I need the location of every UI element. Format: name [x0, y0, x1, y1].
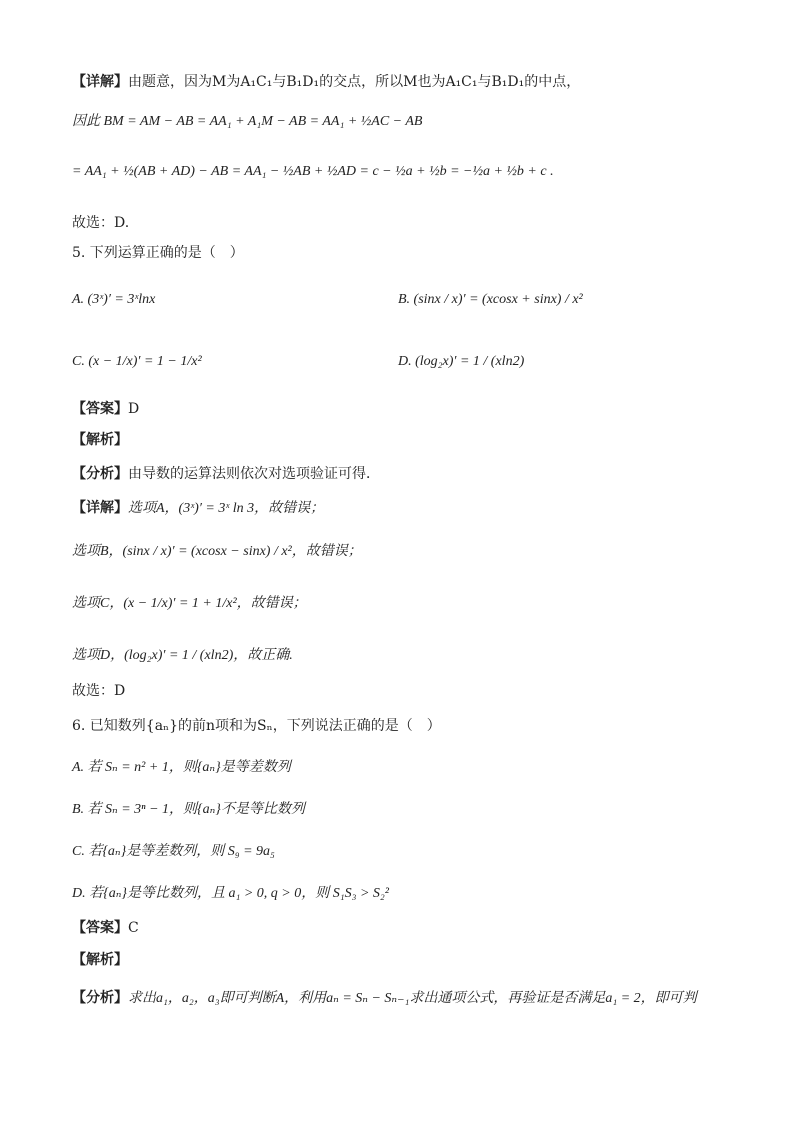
q5-detail-b: 选项B，(sinx / x)′ = (xcosx − sinx) / x²，故错误；: [72, 544, 362, 559]
detail-text: 由题意，因为M为A₁C₁与B₁D₁的交点，所以M也为A₁C₁与B₁D₁的中点，: [128, 74, 581, 90]
q5-final: 故选：D: [72, 683, 126, 699]
q6-analysis-tag: 【解析】: [72, 952, 128, 968]
q5-option-c: C. (x − 1/x)′ = 1 − 1/x²: [72, 354, 202, 369]
q5-answer: [72, 399, 139, 419]
q6-option-d: D. 若{aₙ}是等比数列，且 a₁ > 0, q > 0，则 S₁S₃ > S₂²: [72, 886, 389, 901]
answer-tag: 【答案】: [72, 920, 128, 936]
fenxi-text: 求出a₁，a₂，a₃即可判断A，利用aₙ = Sₙ − Sₙ₋₁求出通项公式，再验证是否满足a₁ = 2，即可判: [128, 991, 697, 1006]
q6-fenxi: [72, 988, 697, 1009]
q5-analysis-tag: 【解析】: [72, 432, 128, 448]
answer-tag: 【答案】: [72, 401, 128, 417]
equation-line-2: = AA₁ + ½(AB + AD) − AB = AA₁ − ½AB + ½AD = c − ½a + ½b = −½a + ½b + c .: [72, 164, 554, 179]
q5-option-a: A. (3ˣ)′ = 3ˣlnx: [72, 292, 156, 307]
detail-line-1: [72, 72, 580, 92]
answer-q4: 故选：D.: [72, 215, 130, 231]
q5-detail-c: 选项C，(x − 1/x)′ = 1 + 1/x²，故错误；: [72, 596, 307, 611]
fenxi-tag: 【分析】: [72, 990, 128, 1006]
q6-option-a: A. 若 Sₙ = n² + 1，则{aₙ}是等差数列: [72, 760, 291, 775]
equation-line-1: 因此 BM = AM − AB = AA₁ + A₁M − AB = AA₁ + ½AC − AB: [72, 114, 423, 129]
answer-value: C: [128, 920, 139, 936]
q5-option-b: B. (sinx / x)′ = (xcosx + sinx) / x²: [398, 292, 583, 307]
q6-answer: [72, 918, 139, 938]
q5-detail-d: 选项D，(log₂x)′ = 1 / (xln2)，故正确.: [72, 648, 293, 663]
detail-a-text: 选项A，(3ˣ)′ = 3ˣ ln 3，故错误；: [128, 501, 325, 516]
answer-value: D: [128, 401, 140, 417]
q6-stem: 6. 已知数列{aₙ}的前n项和为Sₙ，下列说法正确的是（ ）: [72, 718, 441, 734]
fenxi-text: 由导数的运算法则依次对选项验证可得．: [128, 466, 380, 482]
q6-option-c: C. 若{aₙ}是等差数列，则 S₉ = 9a₅: [72, 844, 275, 859]
detail-tag: 【详解】: [72, 500, 128, 516]
q5-option-d: D. (log₂x)′ = 1 / (xln2): [398, 354, 525, 369]
q5-stem: 5. 下列运算正确的是（ ）: [72, 245, 244, 261]
q5-fenxi: [72, 464, 380, 484]
detail-tag: 【详解】: [72, 74, 128, 90]
q6-option-b: B. 若 Sₙ = 3ⁿ − 1，则{aₙ}不是等比数列: [72, 802, 305, 817]
fenxi-tag: 【分析】: [72, 466, 128, 482]
q5-detail-a: [72, 498, 324, 519]
